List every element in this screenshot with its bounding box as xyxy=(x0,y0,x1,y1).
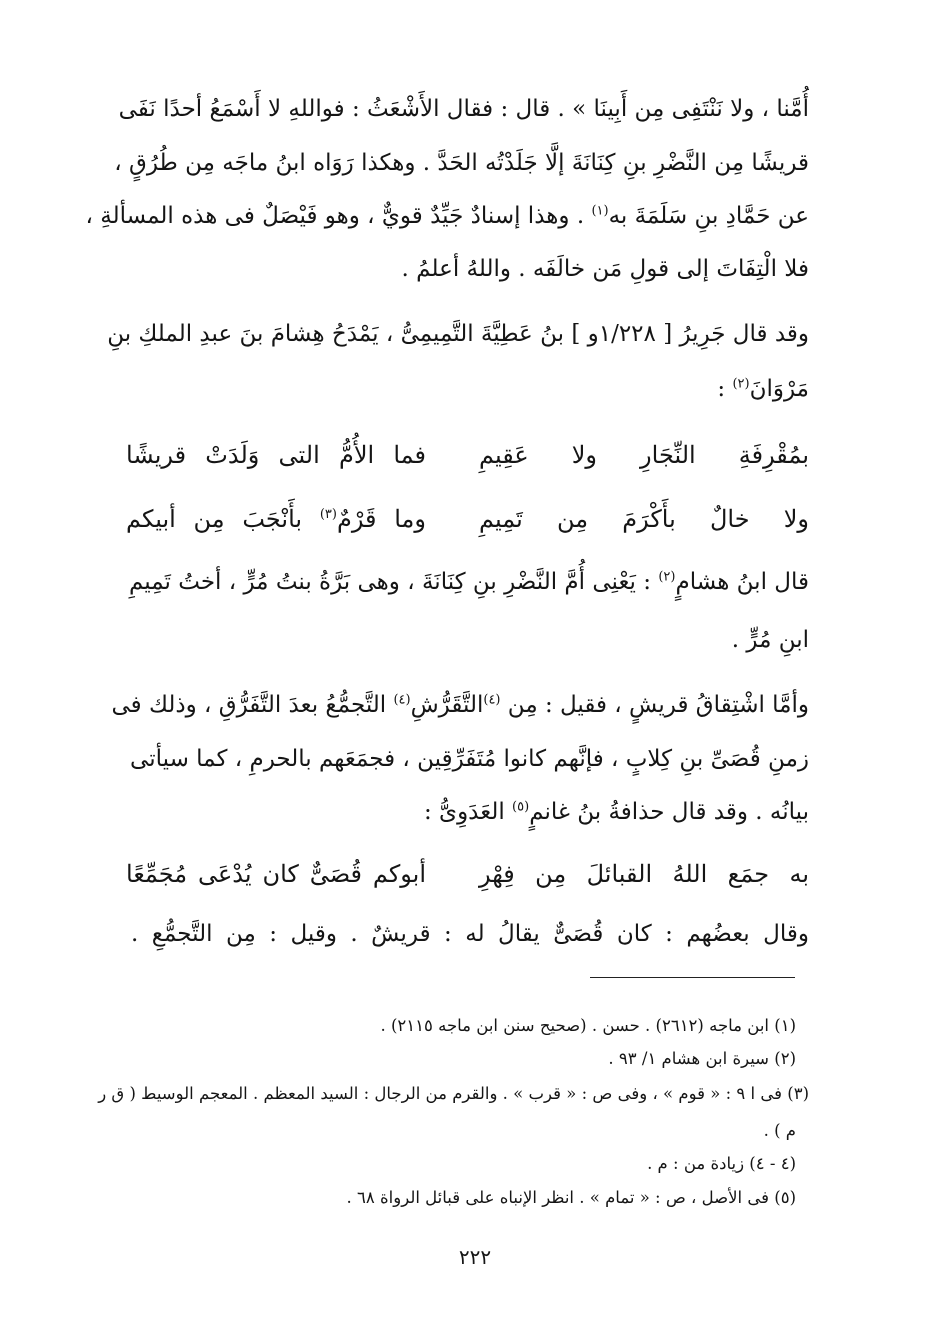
footnote-ref[interactable]: (٤) xyxy=(393,692,411,708)
footnote-3-cont: م ) . xyxy=(763,1121,796,1140)
footnote-1: (١) ابن ماجه (٢٦١٢) . حسن . (صحيح سنن ابن ماجه ٢١١٥) . xyxy=(380,1016,796,1035)
verse-hemistich-1: أبوكم قُصَىٌّ كان يُدْعَى مُجَمِّعًا xyxy=(126,860,426,888)
page-number: ٢٢٢ xyxy=(458,1245,492,1269)
text-line: زمنِ قُصَىِّ بنِ كِلابٍ ، فإنَّهم كانوا مُتَفَرِّقِين ، فجمَعَهم بالحرمِ ، كما سيأتى xyxy=(130,746,809,772)
text-line: أُمَّنا ، ولا نَنْتَفِى مِن أَبِينَا » . قال : فقال الأَشْعَثُ : فواللهِ لا أَسْمَعُ أحدًا نَفَى xyxy=(118,96,809,122)
footnote-ref[interactable]: (٣) xyxy=(319,507,337,522)
footnote-ref[interactable]: (٢) xyxy=(658,569,676,585)
text-line: وأمَّا اشْتِقاقُ قريشٍ ، فقيل : مِن $^{(٤)}$التَّقَرُّشِ$^{(٤)}$ التَّجمُّعُ بعدَ التَّفَرُّقِ ، وذلك فى xyxy=(111,692,809,718)
footnote-ref[interactable]: (٤) xyxy=(483,692,501,708)
footnote-2: (٢) سيرة ابن هشام ١/ ٩٣ . xyxy=(608,1049,796,1068)
text-line: وقال بعضُهم : كان قُصَىٌّ يقالُ له : قريشٌ . وقيل : مِن التَّجمُّعِ . xyxy=(131,921,809,947)
verse-hemistich-2: بمُقْرِفَةِ النِّجَارِ ولا عَقِيمِ xyxy=(479,441,809,469)
text-line: قريشًا مِن النَّضْرِ بنِ كِنَانَةَ إلَّا جَلَدْتُه الحَدَّ . وهكذا رَوَاه ابنُ ماجَه مِن طُرُقٍ ، xyxy=(114,150,809,176)
footnote-ref[interactable]: (١) xyxy=(591,203,609,219)
text-line: عن حَمَّادِ بنِ سَلَمَةَ به$^{(١)}$ . وهذا إسنادٌ جَيِّدٌ قويٌّ ، وهو فَيْصَلٌ فى هذه المسألةِ ، xyxy=(85,203,809,229)
footnote-5: (٥) فى الأصل ، ص : « تمام » . انظر الإنباه على قبائل الرواة ٦٨ . xyxy=(346,1188,796,1207)
verse-hemistich-1: فما الأُمُّ التى وَلَدَتْ قريشًا xyxy=(126,441,426,469)
footnote-4: (٤ - ٤) زيادة من : م . xyxy=(647,1154,796,1173)
text-line: بيانُه . وقد قال حذافةُ بنُ غانمٍ$^{(٥)}$ العَدَوِىُّ : xyxy=(424,799,809,825)
footnote-ref[interactable]: (٢) xyxy=(732,376,750,392)
text-line: مَرْوَانَ$^{(٢)}$ : xyxy=(717,376,809,402)
footnote-ref[interactable]: (٥) xyxy=(512,799,530,815)
text-line: فلا الْتِفَاتَ إلى قولِ مَن خالَفَه . واللهُ أعلمُ . xyxy=(401,256,809,282)
footnote-3: (٣) فى ا ٩ : « قوم » ، وفى ص : « قرب » . والقرم من الرجال : السيد المعظم . المعجم الوسيط ( ق ر xyxy=(98,1084,809,1103)
verse-hemistich-2: ولا خالٌ بأَكْرَمَ مِن تَمِيمِ xyxy=(479,505,809,533)
text-line: قال ابنُ هشامٍ$^{(٢)}$ : يَعْنِى أُمَّ النَّضْرِ بنِ كِنَانَةَ ، وهى بَرَّةُ بنتُ مُرٍّ ، أختُ تَمِيمِ xyxy=(129,569,809,595)
verse-hemistich-2: به جمَع اللهُ القبائلَ مِن فِهْرِ xyxy=(479,860,809,888)
text-line: وقد قال جَرِيرُ [ ١/٢٢٨و ] بنُ عَطِيَّةَ التَّمِيمِىُّ ، يَمْدَحُ هِشامَ بنَ عبدِ الملكِ بنِ xyxy=(107,321,809,347)
verse-hemistich-1: وما قَرْمٌ$^{(٣)}$ بأَنْجَبَ مِن أبيكم xyxy=(126,505,426,533)
footnote-separator xyxy=(590,977,795,978)
text-line: ابنِ مُرٍّ . xyxy=(731,627,809,653)
